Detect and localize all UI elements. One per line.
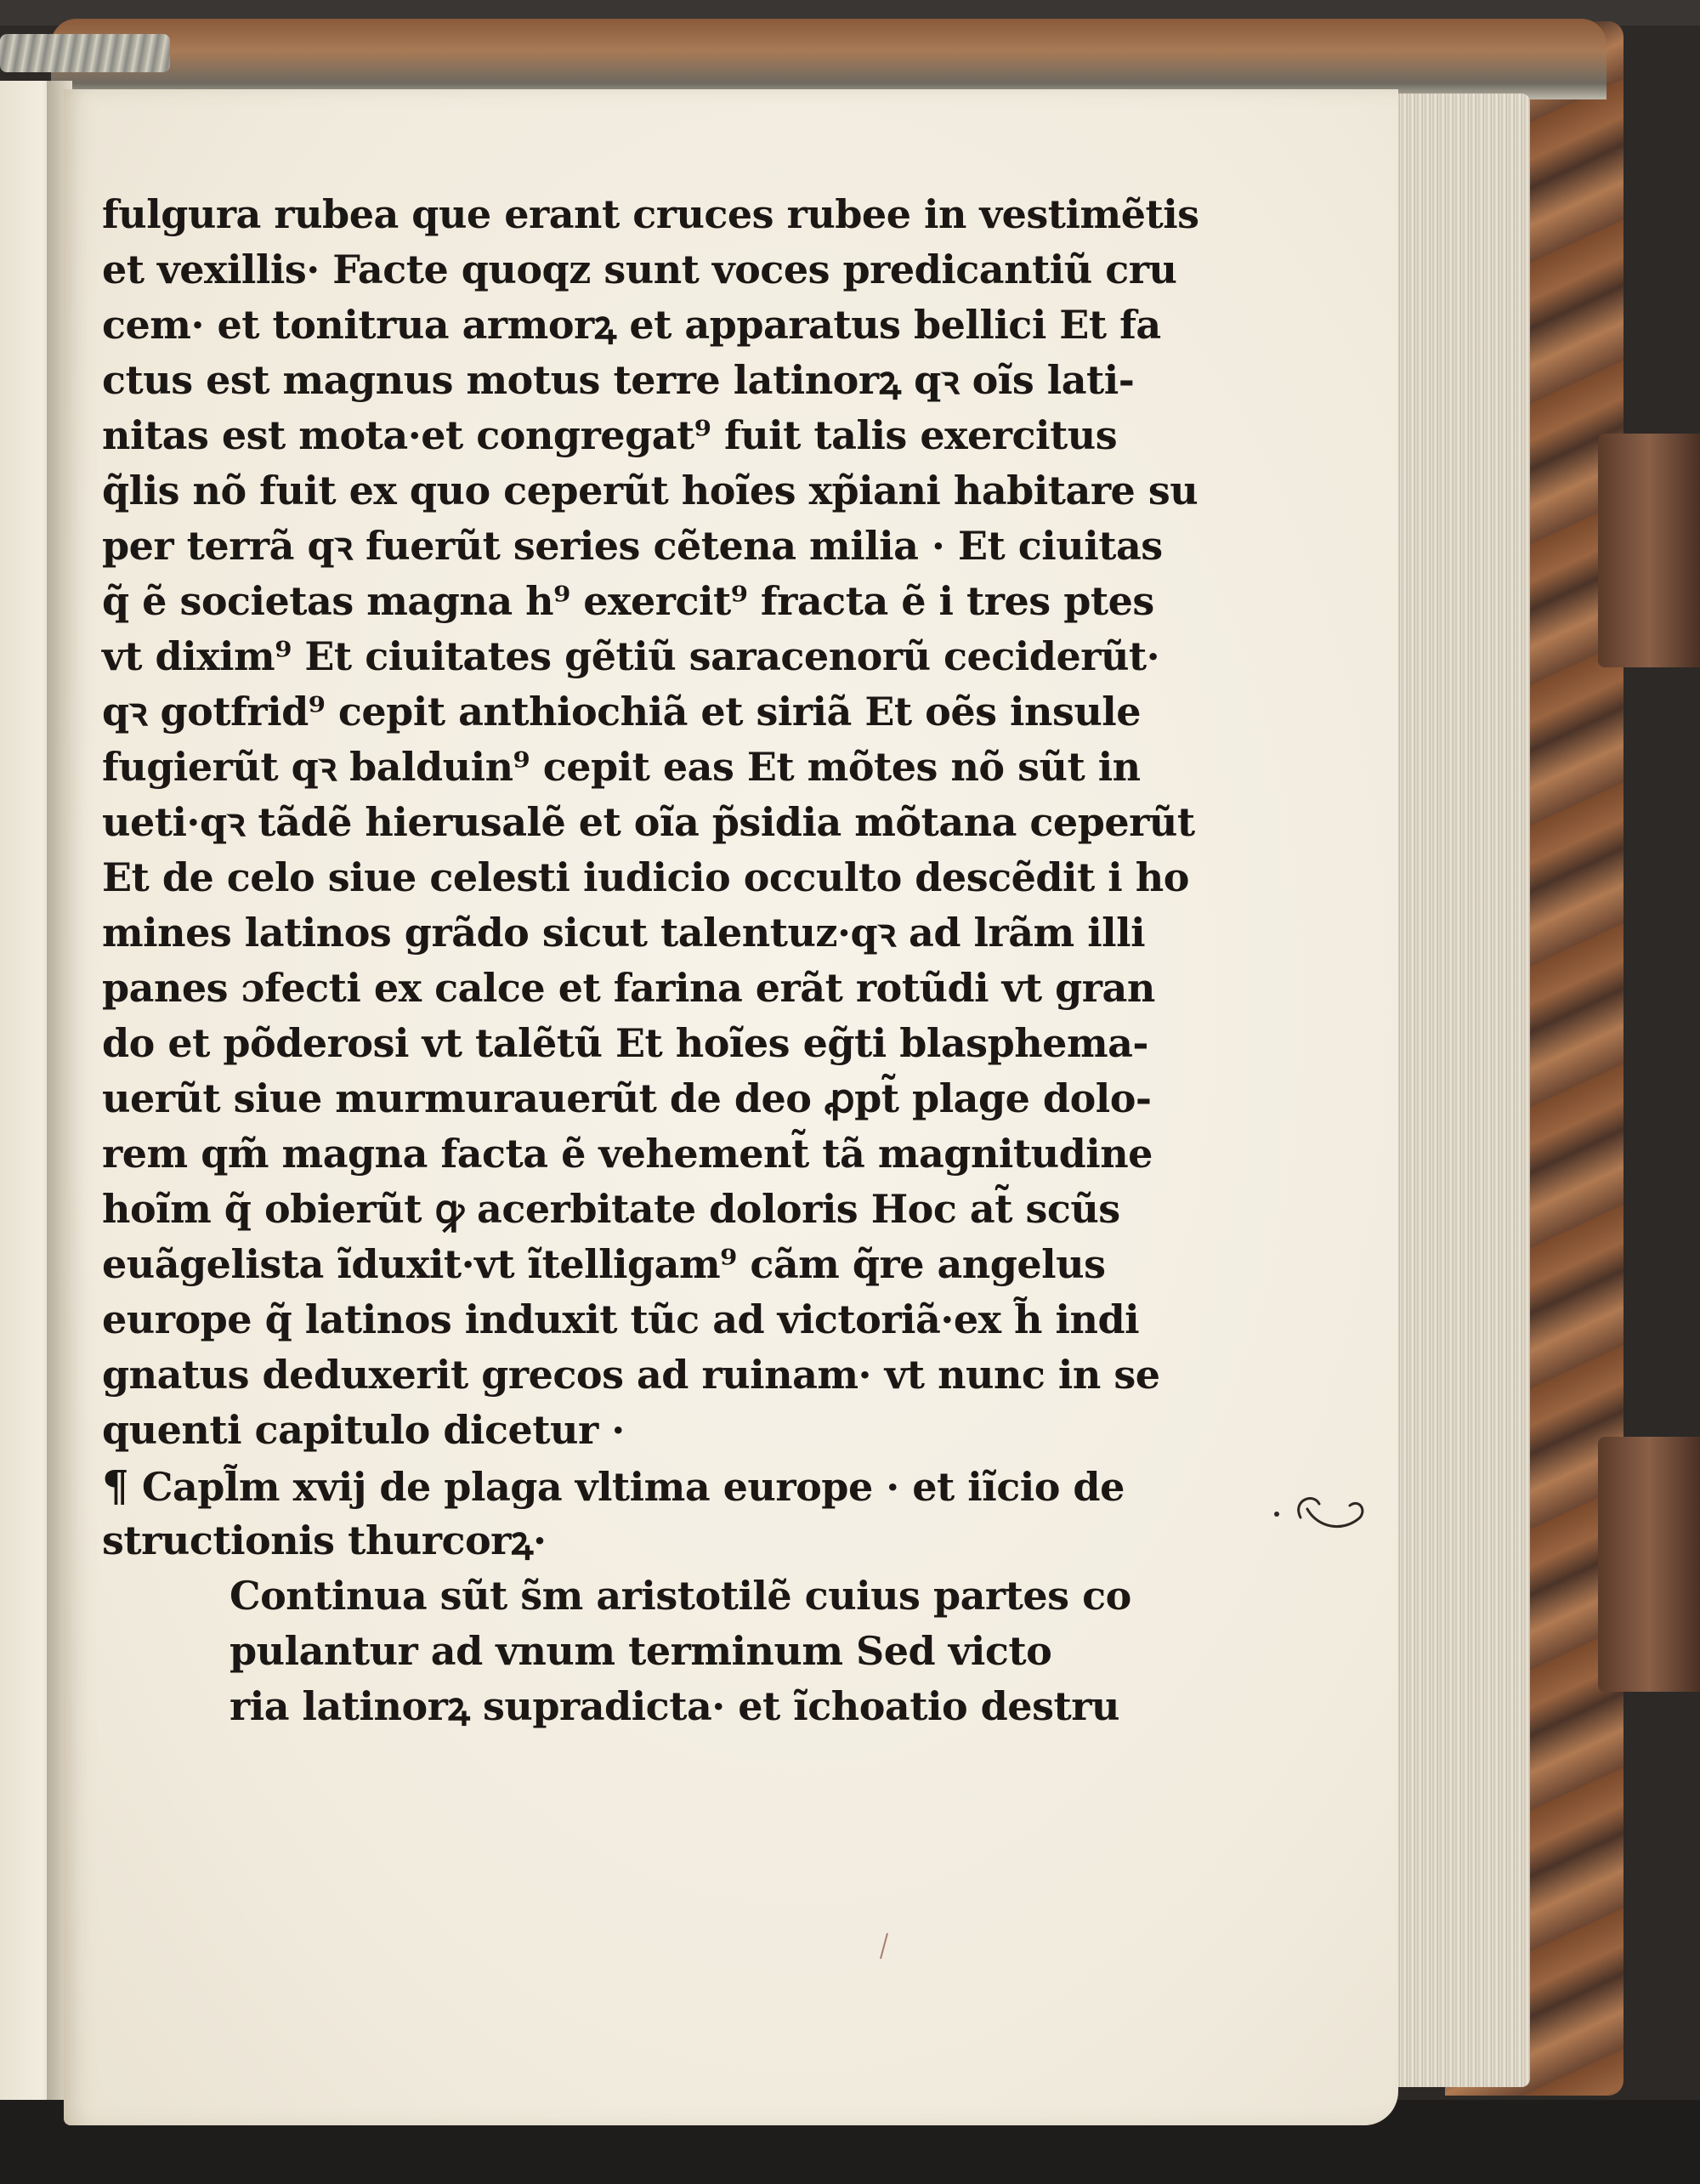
text-line: qꝛ gotfrid⁹ cepit anthiochiã et siriã Et oẽs insule [102,689,1142,735]
stray-pen-mark [876,1930,892,1964]
text-line: panes ɔfecti ex calce et farina erãt rotũdi vt gran [102,965,1155,1011]
text-line: ueti·qꝛ tãdẽ hierusalẽ et oĩa p̃sidia mõtana ceperũt [102,799,1195,845]
text-line: q̃lis nõ fuit ex quo ceperũt hoĩes xp̃iani habitare su [102,468,1198,513]
text-line: vt dixim⁹ Et ciuitates gẽtiũ saracenorũ ceciderũt· [102,633,1160,679]
clasp-upper [1598,434,1700,667]
text-line: uerũt siue murmurauerũt de deo ꝓpt̃ plage dolo- [102,1075,1152,1121]
text-line: quenti capitulo dicetur · [102,1407,625,1453]
text-line: mines latinos grãdo sicut talentuz·qꝛ ad lrãm illi [102,910,1146,956]
text-line: gnatus deduxerit grecos ad ruinam· vt nunc in se [102,1352,1160,1398]
page-fore-edge [1377,94,1530,2087]
text-line: nitas est mota·et congregat⁹ fuit talis exercitus [102,412,1118,458]
text-line: europe q̃ latinos induxit tũc ad victoriã·ex h̃ indi [102,1296,1140,1342]
text-line: cem· et tonitrua armorꝝ et apparatus bellici Et fa [102,302,1161,348]
text-line: fugierũt qꝛ balduin⁹ cepit eas Et mõtes nõ sũt in [102,744,1141,790]
text-line: rem qm̃ magna facta ẽ vehement̃ tã magnitudine [102,1131,1153,1177]
text-line: et vexillis· Facte quoqz sunt voces predicantiũ cru [102,247,1177,292]
book-top-edge [51,19,1606,99]
text-line: fulgura rubea que erant cruces rubee in vestimẽtis [102,191,1199,237]
text-line-indented: Continua sũt s̃m aristotilẽ cuius partes co [230,1573,1131,1619]
clasp-lower [1598,1437,1700,1692]
chapter-heading-text: Capl̃m xvij de plaga vltima europe · et iĩcio de [141,1464,1125,1510]
text-line-indented: pulantur ad vnum terminum Sed victo [230,1628,1052,1674]
text-line: euãgelista ĩduxit·vt ĩtelligam⁹ cãm q̃re angelus [102,1241,1106,1287]
text-line: hoĩm q̃ obierũt ꝙ acerbitate doloris Hoc at̃ scũs [102,1186,1120,1232]
text-line-indented: ria latinorꝝ supradicta· et ĩchoatio destru [230,1683,1119,1729]
text-line: ctus est magnus motus terre latinorꝝ qꝛ oĩs lati- [102,357,1135,403]
text-block [102,187,1207,1734]
headband [0,34,170,72]
text-line: per terrã qꝛ fuerũt series cẽtena milia · Et ciuitas [102,523,1163,569]
chapter-heading-continued: structionis thurcorꝝ· [102,1517,547,1563]
marginal-annotation [1266,1483,1386,1543]
chapter-heading [102,1458,1207,1513]
text-line: q̃ ẽ societas magna h⁹ exercit⁹ fracta ẽ i tres ptes [102,578,1154,624]
text-line: do et põderosi vt talẽtũ Et hoĩes eg̃ti blasphema- [102,1020,1149,1066]
paragraph-mark: ¶ [102,1461,129,1511]
text-line: Et de celo siue celesti iudicio occulto descẽdit i ho [102,854,1189,900]
